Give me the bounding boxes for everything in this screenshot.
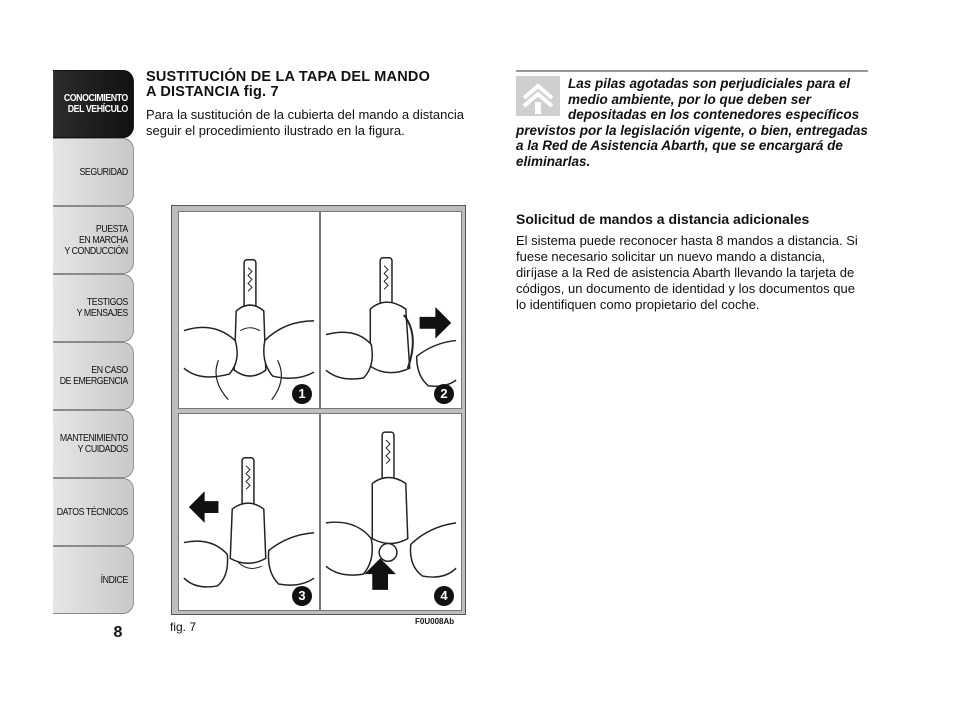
heading-line-2: A DISTANCIA fig. 7: [146, 84, 279, 100]
tab-label: CONOCIMIENTO DEL VEHÍCULO: [63, 93, 128, 115]
sub-heading: Solicitud de mandos a distancia adicionales: [516, 211, 810, 227]
tab-label: PUESTA EN MARCHA Y CONDUCCIÓN: [64, 223, 128, 257]
tab-seguridad[interactable]: [53, 138, 134, 206]
key-illustration-step-3: [179, 414, 319, 610]
divider: [516, 70, 868, 72]
figure-panel-3: [178, 413, 320, 611]
key-illustration-step-1: [179, 212, 319, 408]
key-illustration-step-2: [321, 212, 461, 408]
tab-label: TESTIGOS Y MENSAJES: [76, 297, 128, 319]
figure-panel-4: [320, 413, 462, 611]
step-badge-1: 1: [292, 384, 312, 404]
tab-datos-tecnicos[interactable]: [53, 478, 134, 546]
tab-label: ÍNDICE: [100, 574, 128, 586]
step-badge-2: 2: [434, 384, 454, 404]
tab-label: MANTENIMIENTO Y CUIDADOS: [59, 433, 128, 455]
tab-label: EN CASO DE EMERGENCIA: [59, 365, 128, 387]
sub-body: El sistema puede reconocer hasta 8 mandos a distancia. Si fuese necesario solicitar un nuevo mando a distancia, diríjase a la Red de asistencia Abarth llevando la tarjeta de códigos, un documento de identidad y los documentos que lo identifiquen como propietario del coche.: [516, 233, 858, 312]
figure-caption: fig. 7: [170, 620, 197, 634]
figure-code: F0U008Ab: [415, 617, 455, 626]
step-badge-4: 4: [434, 586, 454, 606]
tab-label: SEGURIDAD: [79, 166, 128, 178]
heading-line-1: SUSTITUCIÓN DE LA TAPA DEL MANDO: [146, 69, 431, 85]
tab-conocimiento-del-vehiculo[interactable]: [53, 70, 134, 138]
tab-puesta-en-marcha[interactable]: [53, 206, 134, 274]
figure-panel-1: [178, 211, 320, 409]
chapter-sidebar: [42, 70, 134, 614]
right-column: [516, 70, 868, 313]
note-text: Las pilas agotadas son perjudiciales para el medio ambiente, por lo que deben ser depositadas en los contenedores específicos previstos por la legislación vigente, o bien, entregadas a la Red de Asistencia Abarth, que se encargará de eliminarlas.: [516, 76, 868, 169]
page-number: 8: [113, 624, 123, 641]
step-badge-3: 3: [292, 586, 312, 606]
figure-panel-2: [320, 211, 462, 409]
tab-mantenimiento-y-cuidados[interactable]: [53, 410, 134, 478]
section-body: Para la sustitución de la cubierta del mando a distancia seguir el procedimiento ilustrado en la figura.: [146, 107, 464, 138]
figure-7: [171, 205, 466, 615]
tab-en-caso-de-emergencia[interactable]: [53, 342, 134, 410]
section-heading: [146, 70, 486, 100]
tab-indice[interactable]: [53, 546, 134, 614]
tab-testigos-y-mensajes[interactable]: [53, 274, 134, 342]
left-column: [146, 70, 486, 139]
environment-warning-icon: [516, 76, 560, 116]
environment-note: [516, 76, 868, 169]
direction-arrow-right: [420, 307, 452, 339]
tab-label: DATOS TÉCNICOS: [56, 506, 128, 518]
direction-arrow-left: [189, 491, 219, 523]
key-illustration-step-4: [321, 414, 461, 610]
